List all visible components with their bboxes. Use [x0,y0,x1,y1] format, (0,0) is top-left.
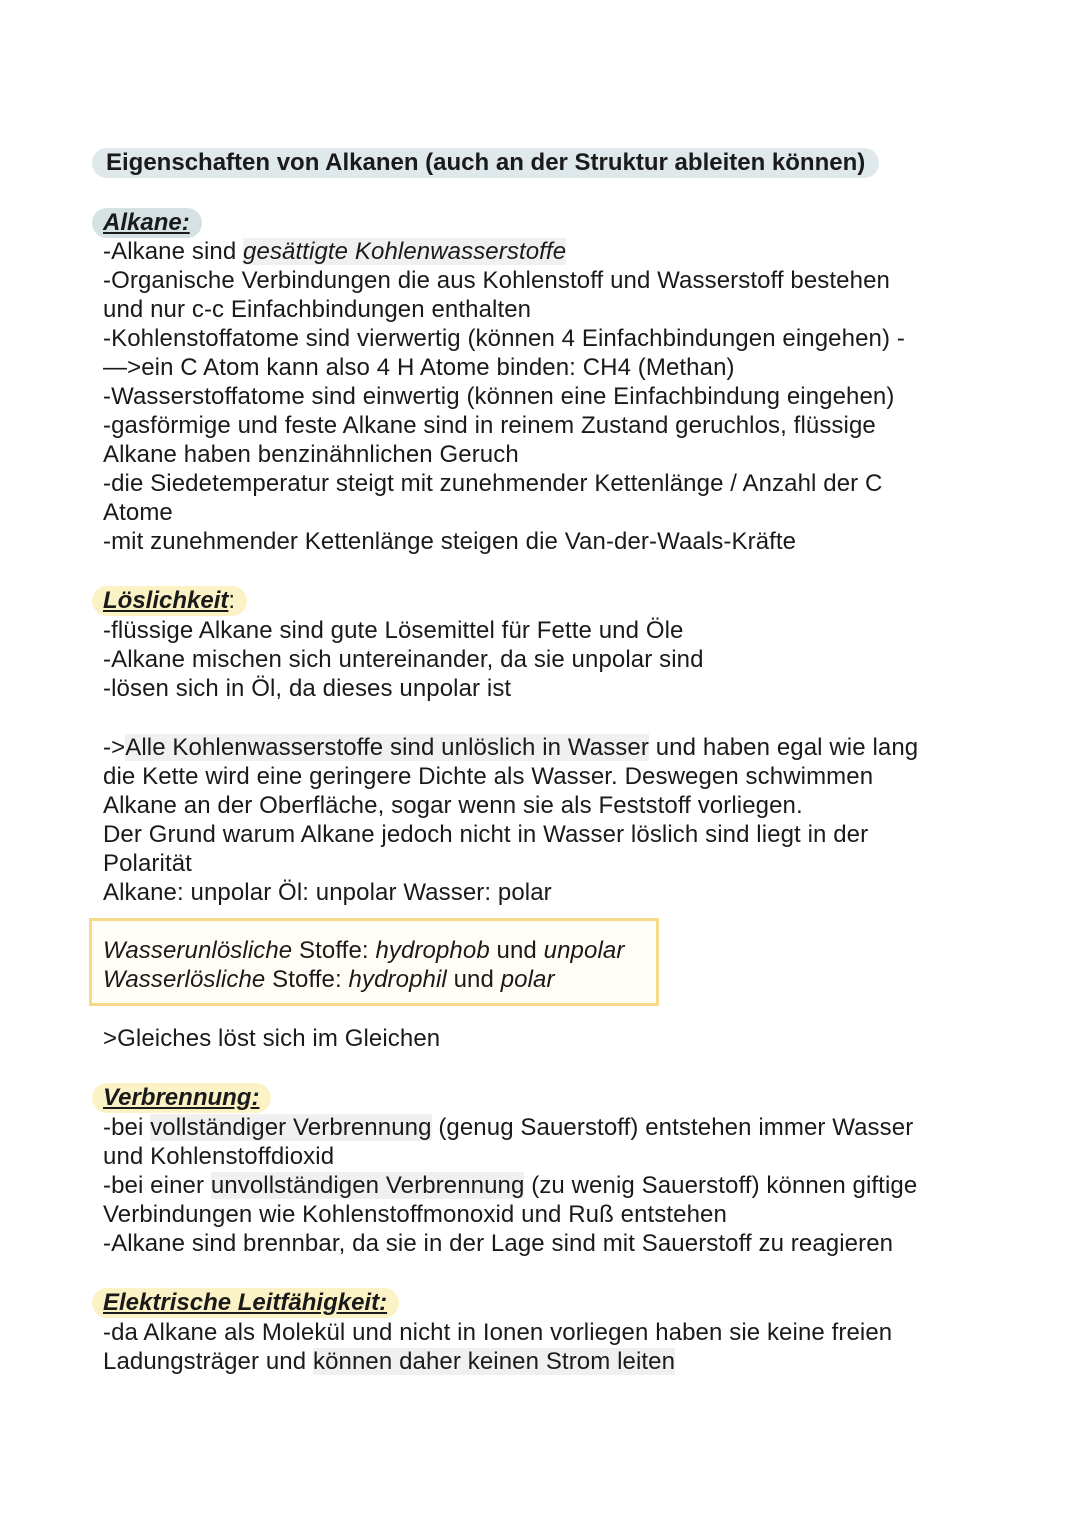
loeslichkeit-paragraph-line-2: die Kette wird eine geringere Dichte als Wasser. Deswegen schwimmen [103,763,874,790]
alkane-line-10: Atome [103,499,173,526]
section-heading-loeslichkeit [92,586,247,616]
loeslichkeit-paragraph-line-5: Polarität [103,850,192,877]
rule-line: >Gleiches löst sich im Gleichen [103,1025,441,1052]
loeslichkeit-line-1: -flüssige Alkane sind gute Lösemittel für Fette und Öle [103,617,684,644]
text: -bei [103,1114,151,1141]
alkane-line-4: -Kohlenstoffatome sind vierwertig (können 4 Einfachbindungen eingehen) - [103,325,905,352]
loeslichkeit-paragraph-line-6: Alkane: unpolar Öl: unpolar Wasser: polar [103,879,552,906]
highlighted-text: unvollständigen Verbrennung [210,1172,525,1199]
alkane-line-9: -die Siedetemperatur steigt mit zunehmender Kettenlänge / Anzahl der C [103,470,883,497]
highlighted-text: vollständiger Verbrennung [150,1114,432,1141]
verbrennung-line-3 [103,1171,917,1200]
loeslichkeit-paragraph-line-3: Alkane an der Oberfläche, sogar wenn sie als Feststoff vorliegen. [103,792,803,819]
verbrennung-line-4: Verbindungen wie Kohlenstoffmonoxid und Ruß entstehen [103,1201,727,1228]
leitfaehigkeit-line-2 [103,1347,675,1376]
alkane-line-1 [103,237,566,266]
text: (zu wenig Sauerstoff) können giftige [524,1172,918,1199]
section-heading-leitfaehigkeit: Elektrische Leitfähigkeit: [92,1288,399,1318]
text: -Alkane sind [103,238,244,265]
text: -bei einer [103,1172,211,1199]
alkane-line-2: -Organische Verbindungen die aus Kohlenstoff und Wasserstoff bestehen [103,267,890,294]
page-title: Eigenschaften von Alkanen (auch an der Struktur ableiten können) [92,148,879,178]
alkane-line-5: —>ein C Atom kann also 4 H Atome binden: CH4 (Methan) [103,354,735,381]
loeslichkeit-paragraph-line-4: Der Grund warum Alkane jedoch nicht in Wasser löslich sind liegt in der [103,821,869,848]
text: und haben egal wie lang [648,734,919,761]
loeslichkeit-line-2: -Alkane mischen sich untereinander, da sie unpolar sind [103,646,704,673]
alkane-line-11: -mit zunehmender Kettenlänge steigen die Van-der-Waals-Kräfte [103,528,797,555]
text: und [446,966,501,993]
text: unpolar [543,937,625,964]
alkane-line-3: und nur c-c Einfachbindungen enthalten [103,296,532,323]
verbrennung-line-2: und Kohlenstoffdioxid [103,1143,335,1170]
emphasis-text: gesättigte Kohlenwasserstoffe [243,238,567,265]
text: (genug Sauerstoff) entstehen immer Wasser [431,1114,914,1141]
alkane-line-8: Alkane haben benzinähnlichen Geruch [103,441,519,468]
text: Stoffe: [265,966,349,993]
text: Ladungsträger und [103,1348,313,1375]
text: Wasserlösliche [103,966,266,993]
leitfaehigkeit-line-1: -da Alkane als Molekül und nicht in Ionen vorliegen haben sie keine freien [103,1319,893,1346]
section-heading-alkane: Alkane: [92,208,202,238]
definition-box-line-1 [103,936,624,965]
verbrennung-line-5: -Alkane sind brennbar, da sie in der Lage sind mit Sauerstoff zu reagieren [103,1230,894,1257]
highlighted-text: können daher keinen Strom leiten [312,1348,676,1375]
section-heading-verbrennung: Verbrennung: [92,1083,271,1113]
text: -> [103,734,126,761]
loeslichkeit-line-3: -lösen sich in Öl, da dieses unpolar ist [103,675,512,702]
loeslichkeit-paragraph-line-1 [103,733,918,762]
text: Wasserunlösliche [103,937,293,964]
definition-box-line-2 [103,965,555,994]
heading-colon: : [228,587,236,614]
text: und [489,937,544,964]
alkane-line-7: -gasförmige und feste Alkane sind in reinem Zustand geruchlos, flüssige [103,412,876,439]
alkane-line-6: -Wasserstoffatome sind einwertig (können eine Einfachbindung eingehen) [103,383,895,410]
text: polar [500,966,555,993]
highlighted-text: Alle Kohlenwasserstoffe sind unlöslich in Wasser [125,734,649,761]
text: hydrophil [348,966,447,993]
verbrennung-line-1 [103,1113,913,1142]
text: Stoffe: [292,937,376,964]
heading-text: Löslichkeit [103,587,229,614]
text: hydrophob [375,937,490,964]
